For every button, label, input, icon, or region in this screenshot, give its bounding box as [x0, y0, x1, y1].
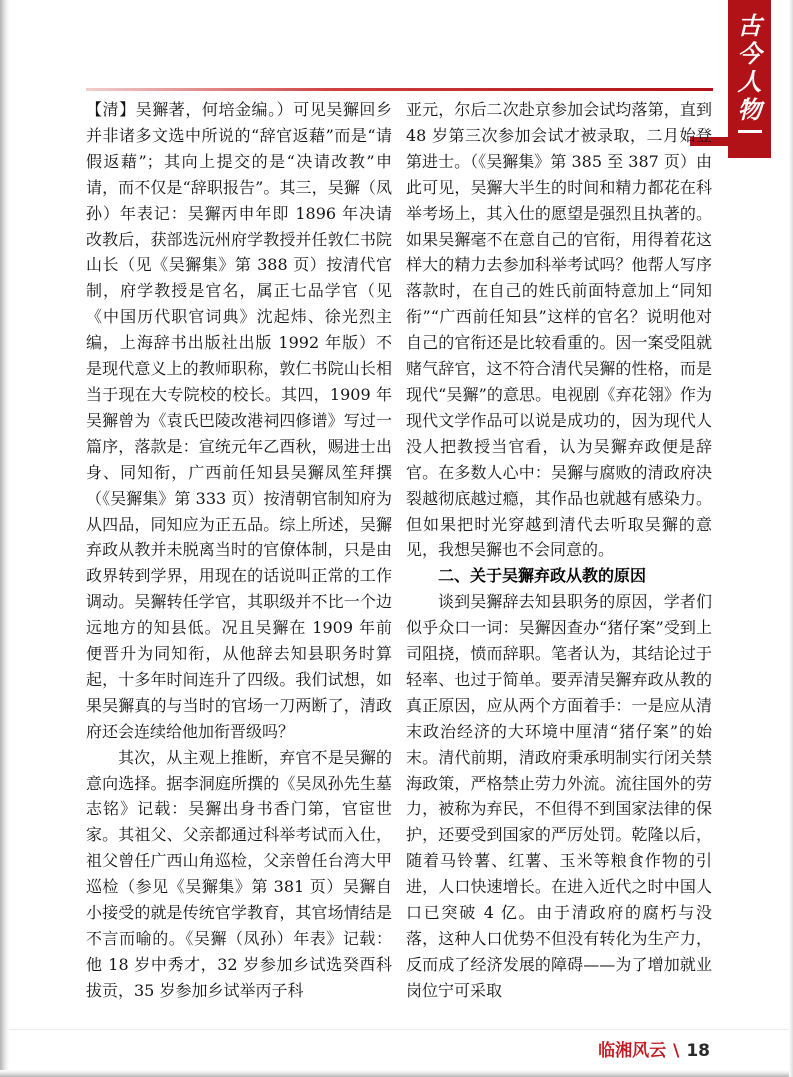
paragraph: 谈到吴獬辞去知县职务的原因，学者们似乎众口一词：吴獬因查办“猪仔案”受到上司阻挠，愤而辞职。笔者认为，其结论过于轻率、也过于简单。要弄清吴獬弃政从教的真正原因，应从两个方面着手：一是应从清末政治经济的大环境中厘清“猪仔案”的始末。清代前期，清政府秉承明制实行闭关禁海政策，严格禁止劳力外流。流往国外的劳力，被称为弃民，不但得不到国家法律的保护，还要受到国家的严厉处罚。乾隆以后，随着马铃薯、红薯、玉米等粮食作物的引进，人口快速增长。在进入近代之时中国人口已突破 4 亿。由于清政府的腐朽与没落，这种人口优势不但没有转化为生产力，反而成了经济发展的障碍——为了增加就业岗位宁可采取: [406, 592, 712, 1000]
right-column: [406, 97, 712, 1004]
footer-rule: [0, 1029, 793, 1030]
paragraph: 其次，从主观上推断，弃官不是吴獬的意向选择。据李洞庭所撰的《吴凤孙先生墓志铭》记载：吴獬出身书香门第，官宦世家。其祖父、父亲都通过科举考试而入仕，祖父曾任广西山角巡检，父亲曾任台湾大甲巡检（参见《吴獬集》第 381 页）吴獬自小接受的就是传统官学教育，其官场情结是不言而喻的。《吴獬（凤孙）年表》记载：他 18 岁中秀才，32 岁参加乡试选癸酉科拔贡，35 岁参加乡试举丙子科: [86, 747, 392, 1000]
section-heading: 二、关于吴獬弃政从教的原因: [438, 566, 647, 586]
banner-char: 物: [737, 95, 762, 124]
banner-underline: [738, 130, 762, 133]
scan-edge-bottom: [0, 1070, 793, 1077]
paragraph-continued: 亚元，尔后二次赴京参加会试均落第，直到 48 岁第三次参加会试才被录取，二月始登第进士。（《吴獬集》第 385 至 387 页）由此可见，吴獬大半生的时间和精力都花在科举考场上，其入仕的愿望是强烈且执著的。如果吴獬毫不在意自己的官衔，用得着花这样大的精力去参加科举考试吗？他帮人写序落款时，在自己的姓氏前面特意加上“同知衔”“广西前任知县”这样的官名？说明他对自己的官衔还是比较看重的。因一案受阻就赌气辞官，这不符合清代吴獬的性格，而是现代“吴獬”的意思。电视剧《弃花翎》作为现代文学作品可以说是成功的，因为现代人没人把教授当官看，认为吴獬弃政便是辞官。在多数人心中：吴獬与腐败的清政府决裂越彻底越过瘾，其作品也就越有感染力。但如果把时光穿越到清代去听取吴獬的意见，我想吴獬也不会同意的。: [406, 100, 712, 560]
top-decorative-rule: [86, 88, 713, 91]
footer-separator: \: [673, 1041, 680, 1061]
page-footer: [0, 1036, 710, 1061]
magazine-title: 临湘风云: [598, 1041, 667, 1061]
banner-char: 今: [737, 39, 762, 68]
paragraph-continued: 【清】吴獬著，何培金编。）可见吴獬回乡并非诸多文选中所说的“辞官返藉”而是“请假返藉”；其向上提交的是“决请改教”申请，而不仅是“辞职报告”。其三，吴獬（凤孙）年表记：吴獬丙申年即 1896 年决请改教后，获部选沅州府学教授并任敦仁书院山长（见《吴獬集》第 388 页）按清代官制，府学教授是官名，属正七品学官（见《中国历代职官词典》沈起炜、徐光烈主编，上海辞书出版社出版 1992 年版）不是现代意义上的教师职称，敦仁书院山长相当于现在大专院校的校长。其四，1909 年吴獬曾为《袁氏巴陵改港祠四修谱》写过一篇序，落款是：宣统元年乙酉秋，赐进士出身、同知衔，广西前任知县吴獬凤笙拜撰（《吴獬集》第 333 页）按清朝官制知府为从四品，同知应为正五品。综上所述，吴獬弃政从教并未脱离当时的官僚体制，只是由政界转到学界，用现在的话说叫正常的工作调动。吴獬转任学官，其职级并不比一个边远地方的知县低。况且吴獬在 1909 年前便晋升为同知衔，从他辞去知县职务时算起，十多年时间连升了四级。我们试想，如果吴獬真的与当时的官场一刀两断了，清政府还会连续给他加衔晋级吗？: [86, 100, 392, 741]
scan-edge-right: [789, 0, 793, 1077]
sidebar-banner: [728, 0, 771, 158]
banner-char: 古: [737, 11, 762, 40]
page-number: 18: [686, 1041, 710, 1061]
left-column: [86, 97, 392, 1004]
banner-char: 人: [737, 67, 762, 96]
scan-edge-left: [0, 0, 9, 1077]
